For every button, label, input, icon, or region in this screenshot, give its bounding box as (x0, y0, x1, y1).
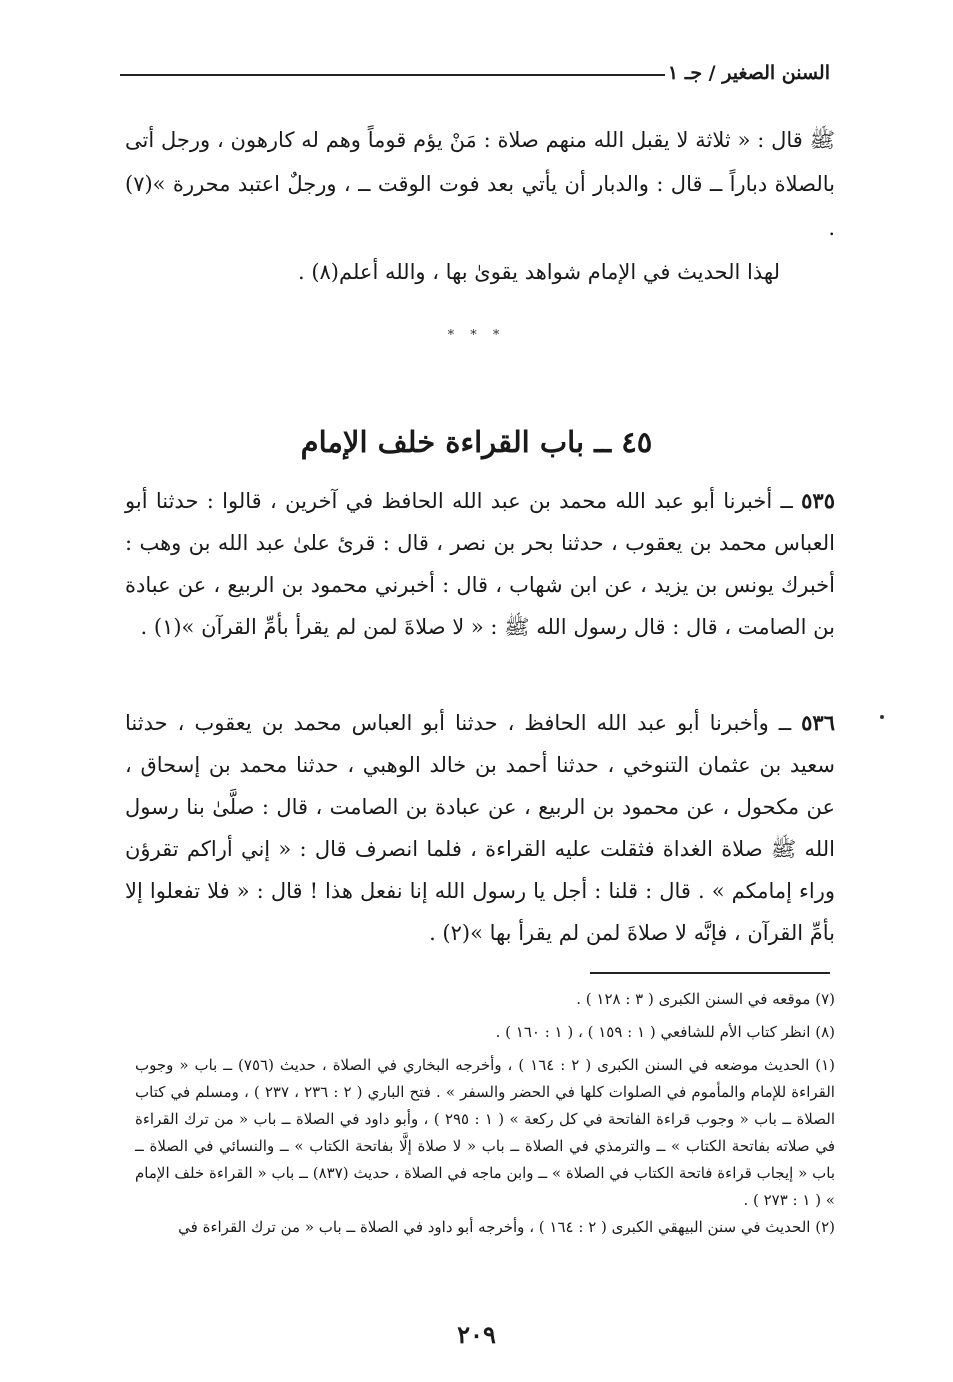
hadith-text: ــ أخبرنا أبو عبد الله محمد بن عبد الله الحافظ في آخرين ، قالوا : حدثنا أبو العباس محمد بن يعقوب ، حدثنا بحر بن نصر ، قال : قرئ علىٰ عبد الله بن وهب : أخبرك يونس بن يزيد ، عن ابن شهاب ، قال : أخبرني محمود بن الربيع ، عن عبادة بن الصامت ، قال : قال رسول الله ﷺ : « لا صلاةَ لمن لم يقرأ بأمِّ القرآن »(١) . (125, 489, 835, 639)
header-title: السنن الصغير / جـ ١ (667, 62, 830, 84)
footnote: (٨) انظر كتاب الأم للشافعي ( ١ : ١٥٩ ) ، ( ١ : ١٦٠ ) . (495, 1023, 835, 1041)
footnote: (٧) موقعه في السنن الكبرى ( ٣ : ١٢٨ ) . (576, 990, 835, 1008)
margin-mark (880, 715, 884, 719)
footnotes (135, 986, 835, 1247)
page-number: ٢٠٩ (457, 1320, 496, 1349)
hadith-number: ٥٣٥ (801, 488, 835, 513)
hadith-paragraph (125, 702, 835, 954)
footnote: (١) الحديث موضعه في السنن الكبرى ( ٢ : ١٦٤ ) ، وأخرجه البخاري في الصلاة ، حديث (٧٥٦) ــ باب « وجوب القراءة للإمام والمأموم في الصلوات كلها في الحضر والسفر » . فتح الباري ( ٢ : ٢٣٦ ، ٢٣٧ ) ، ومسلم في كتاب الصلاة ــ باب « وجوب قراءة الفاتحة في كل ركعة » ( ١ : ٢٩٥ ) ، وأبو داود في الصلاة ــ باب « من ترك القراءة في صلاته بفاتحة الكتاب » ــ والترمذي في الصلاة ــ باب « لا صلاة إلَّا بفاتحة الكتاب » ــ والنسائي في الصلاة ــ باب « إيجاب قراءة فاتحة الكتاب في الصلاة » ــ وابن ماجه في الصلاة ، حديث (٨٣٧) ــ باب « القراءة خلف الإمام » ( ١ : ٢٧٣ ) . (135, 1056, 836, 1209)
header-rule (120, 74, 665, 76)
footnote: (٢) الحديث في سنن البيهقي الكبرى ( ٢ : ١٦٤ ) ، وأخرجه أبو داود في الصلاة ــ باب « من ترك القراءة في (178, 1218, 835, 1236)
running-header (120, 60, 830, 90)
intro-paragraph: ﷺ قال : « ثلاثة لا يقبل الله منهم صلاة : مَنْ يؤم قوماً وهم له كارهون ، ورجل أتى بالصلاة دباراً ــ قال : والدبار أن يأتي بعد فوت الوقت ــ ، ورجلٌ اعتبد محررة »(٧) . (125, 128, 835, 240)
note-paragraph: لهذا الحديث في الإمام شواهد يقوىٰ بها ، والله أعلم(٨) . (297, 260, 780, 284)
hadith-number: ٥٣٦ (801, 710, 835, 735)
hadith-paragraph (125, 480, 835, 648)
section-separator: * * * (447, 328, 506, 343)
footnote-rule (590, 972, 830, 974)
chapter-title: ٤٥ ــ باب القراءة خلف الإمام (300, 425, 653, 459)
hadith-text: ــ وأخبرنا أبو عبد الله الحافظ ، حدثنا أبو العباس محمد بن يعقوب ، حدثنا سعيد بن عثمان التنوخي ، حدثنا أحمد بن خالد الوهبي ، حدثنا محمد بن إسحاق ، عن مكحول ، عن محمود بن الربيع ، عن عبادة بن الصامت ، قال : صلَّىٰ بنا رسول الله ﷺ صلاة الغداة فثقلت عليه القراءة ، فلما انصرف قال : « إني أراكم تقرؤن وراء إمامكم » . قال : قلنا : أجل يا رسول الله إنا نفعل هذا ! قال : « فلا تفعلوا إلا بأمِّ القرآن ، فإنَّه لا صلاةَ لمن لم يقرأ بها »(٢) . (125, 711, 835, 945)
